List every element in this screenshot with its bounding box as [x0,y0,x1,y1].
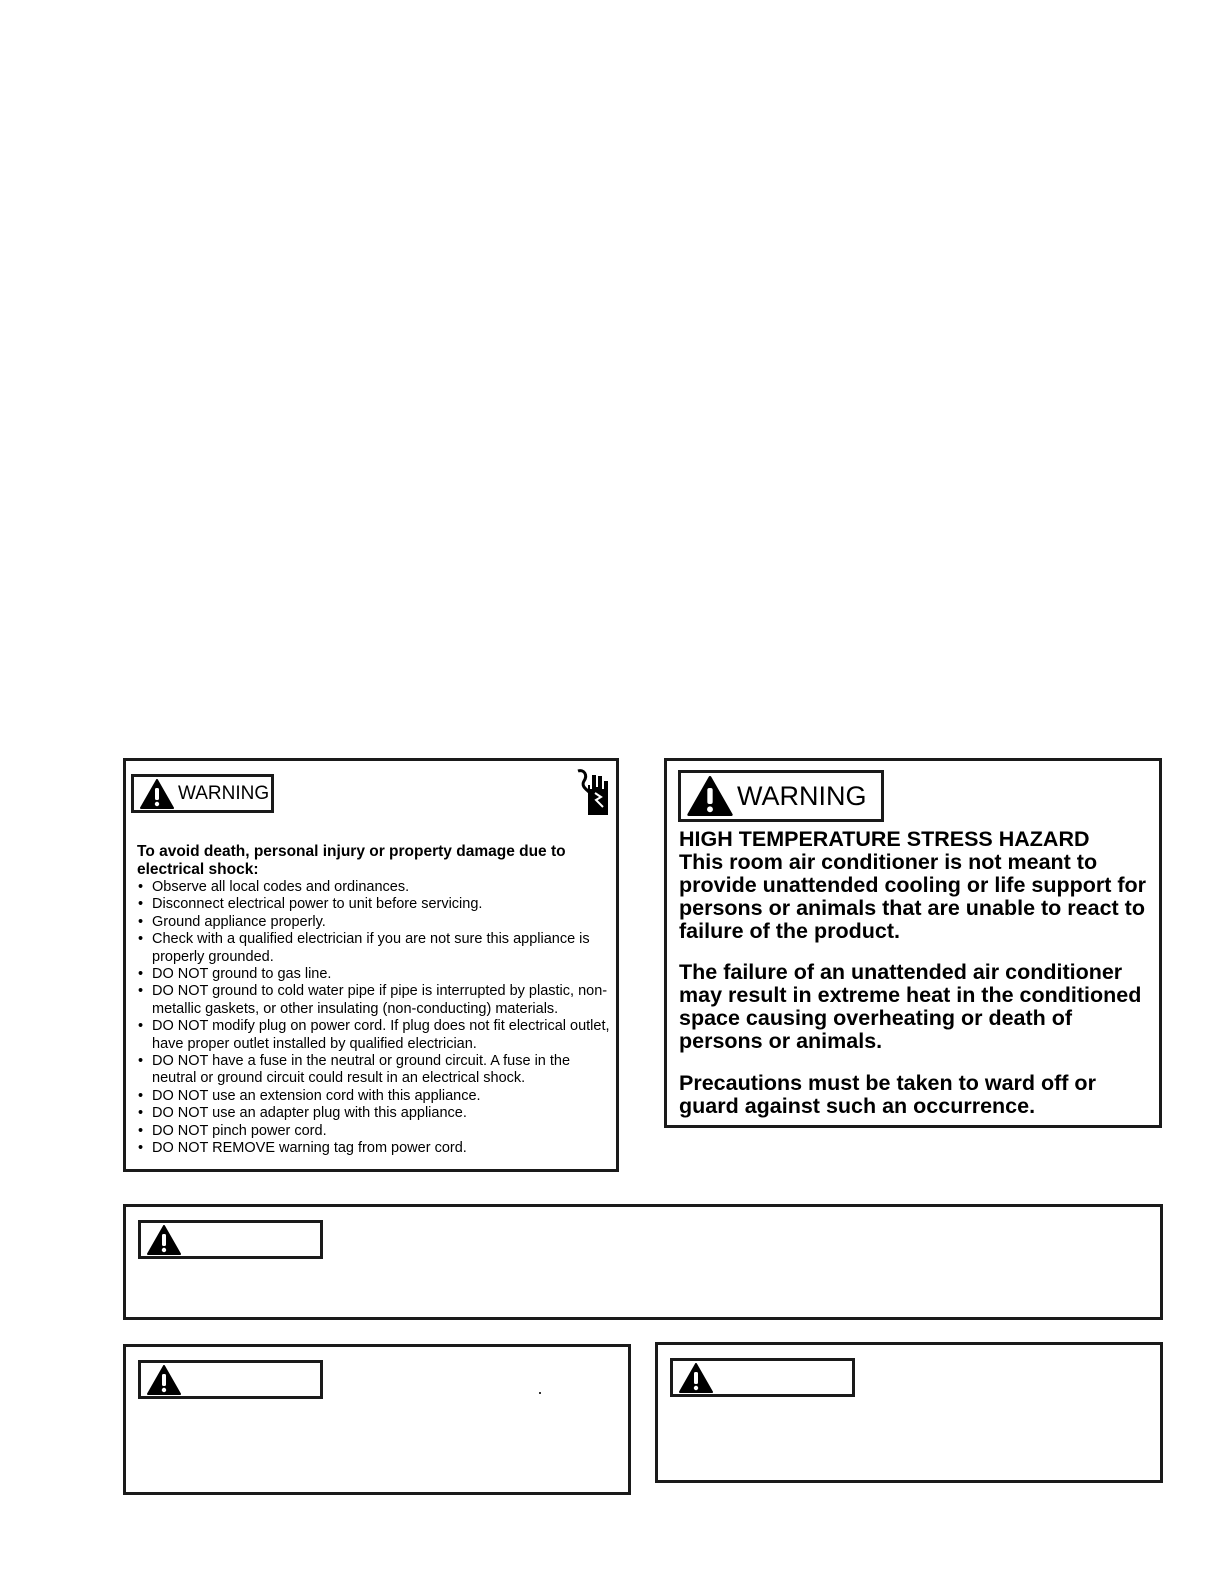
caution-box-right [655,1342,1163,1483]
high-temp-paragraph-2: The failure of an unattended air conditioner may result in extreme heat in the conditioned space causing overheating or death of persons or animals. [679,960,1142,1053]
high-temp-paragraph-1: This room air conditioner is not meant to provide unattended cooling or life support for persons or animals that are unable to react to failure of the product. [679,850,1147,943]
list-item: • DO NOT modify plug on power cord. If plug does not fit electrical outlet, have proper outlet installed by qualified electrician. [137,1018,617,1053]
caution-badge [138,1220,323,1259]
warning-triangle-icon [687,776,733,816]
list-item: • Check with a qualified electrician if you are not sure this appliance is properly grounded. [137,931,617,966]
list-item: • DO NOT use an extension cord with this appliance. [137,1088,617,1105]
caution-box-left [123,1344,631,1495]
high-temp-warning-box [664,758,1162,1128]
high-temp-title: HIGH TEMPERATURE STRESS HAZARD [679,827,1090,851]
list-item: • Disconnect electrical power to unit before servicing. [137,896,617,913]
warning-triangle-icon [147,1225,181,1255]
caution-badge [138,1360,323,1399]
list-item: • DO NOT use an adapter plug with this appliance. [137,1105,617,1122]
list-item: • DO NOT REMOVE warning tag from power cord. [137,1140,617,1157]
electrical-shock-hand-icon [574,767,610,817]
list-item: • DO NOT ground to cold water pipe if pipe is interrupted by plastic, non-metallic gaskets, or other insulating (non-conducting) materials. [137,983,617,1018]
electrical-warning-list [137,879,617,1158]
high-temp-paragraph-3: Precautions must be taken to ward off or guard against such an occurrence. [679,1071,1096,1118]
list-item: • Ground appliance properly. [137,914,617,931]
list-item: • Observe all local codes and ordinances. [137,879,617,896]
caution-box-wide [123,1204,1163,1320]
warning-badge [131,774,274,813]
warning-label: WARNING [178,782,270,804]
caution-badge [670,1358,855,1397]
warning-triangle-icon [147,1365,181,1395]
electrical-warning-box [123,758,619,1172]
warning-badge [678,770,884,822]
electrical-warning-intro: To avoid death, personal injury or property damage due to electrical shock: [137,843,566,878]
high-temp-title-and-text [679,828,1157,943]
warning-triangle-icon [679,1363,713,1393]
warning-triangle-icon [140,779,174,809]
warning-label: WARNING [737,780,867,811]
list-item: • DO NOT pinch power cord. [137,1123,617,1140]
list-item: • DO NOT ground to gas line. [137,966,617,983]
stray-mark [539,1392,541,1394]
list-item: • DO NOT have a fuse in the neutral or ground circuit. A fuse in the neutral or ground circuit could result in an electrical shock. [137,1053,617,1088]
